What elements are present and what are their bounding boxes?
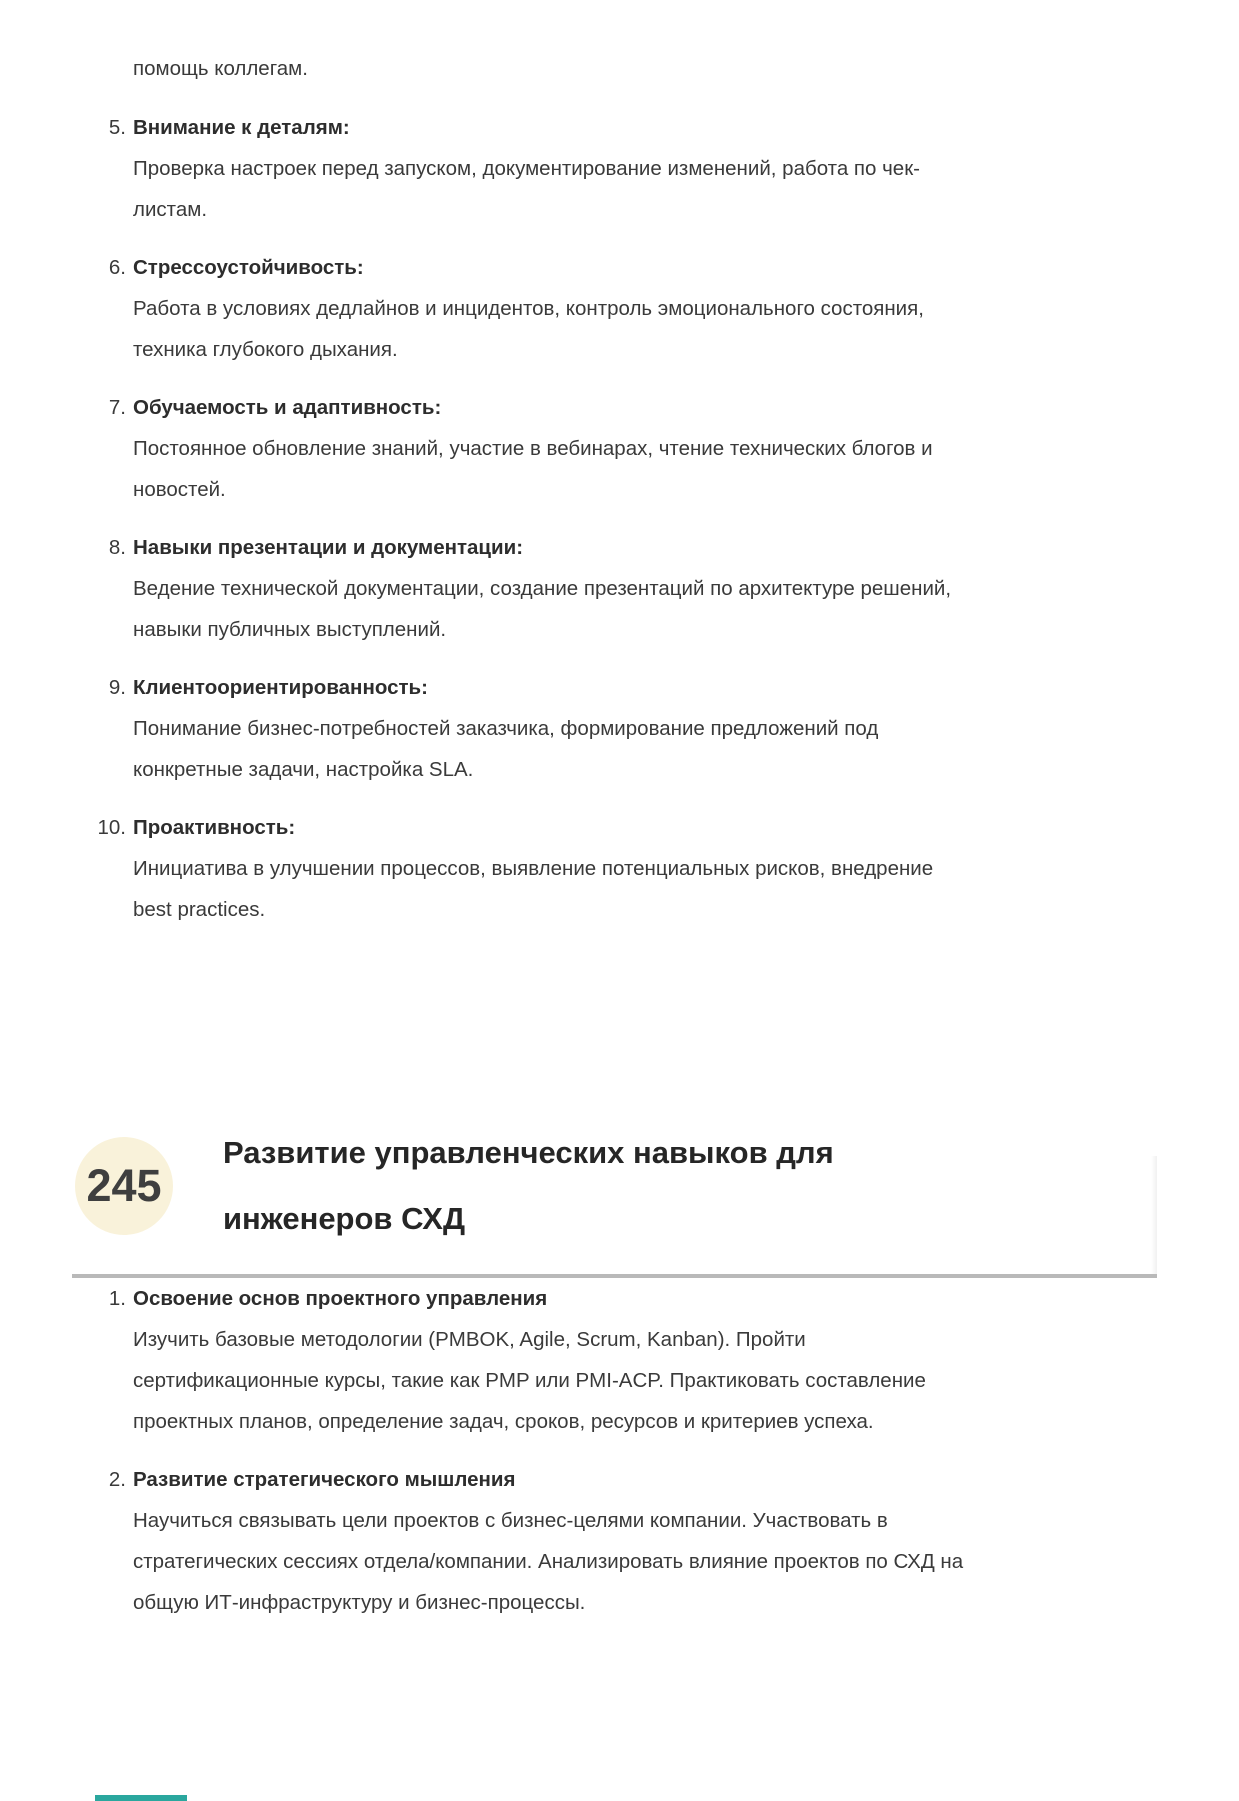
list-item-title-row — [88, 387, 1157, 428]
list-item — [88, 527, 1157, 650]
list-item-body-line: Изучить базовые методологии (PMBOK, Agile, Scrum, Kanban). Пройти — [133, 1328, 806, 1351]
list-item-body-line: техника глубокого дыхания. — [133, 338, 398, 361]
list-item-title: Внимание к деталям: — [133, 116, 350, 139]
section-title — [223, 1120, 834, 1252]
list-item-title-row — [88, 667, 1157, 708]
list-item-number: 6. — [108, 256, 126, 279]
list-item-body-line: Ведение технической документации, создание презентаций по архитектуре решений, — [133, 577, 952, 600]
list-item — [88, 807, 1157, 930]
list-item-body — [133, 148, 1157, 230]
list-item-title-row — [88, 247, 1157, 288]
section-title-line-1: Развитие управленческих навыков для — [223, 1135, 834, 1170]
section-header — [75, 1120, 1157, 1252]
list-item-body-line: проектных планов, определение задач, сроков, ресурсов и критериев успеха. — [133, 1410, 874, 1433]
list-item-number: 1. — [108, 1287, 126, 1310]
list-item-body-line: общую ИТ-инфраструктуру и бизнес-процессы. — [133, 1591, 586, 1614]
list-item-body — [133, 1500, 1157, 1623]
list-item — [88, 1278, 1157, 1442]
list-item-body-line: Научиться связывать цели проектов с бизнес-целями компании. Участвовать в — [133, 1509, 888, 1532]
list-item-body-line: Работа в условиях дедлайнов и инцидентов, контроль эмоционального состояния, — [133, 297, 924, 320]
list-item-number: 2. — [108, 1468, 126, 1491]
section-number-badge — [75, 1137, 173, 1235]
management-skills-list — [0, 1278, 1239, 1623]
list-item-title-row — [88, 807, 1157, 848]
list-item-body-line: Постоянное обновление знаний, участие в вебинарах, чтение технических блогов и — [133, 437, 933, 460]
list-item-number: 7. — [108, 396, 126, 419]
list-item-body-line: навыки публичных выступлений. — [133, 618, 447, 641]
list-item-number: 5. — [108, 116, 126, 139]
list-item-title: Стрессоустойчивость: — [133, 256, 364, 279]
list-item-title-row — [88, 1459, 1157, 1500]
list-item-body-line: Инициатива в улучшении процессов, выявление потенциальных рисков, внедрение — [133, 857, 934, 880]
footer-accent-bar — [95, 1795, 187, 1801]
list-item-title: Клиентоориентированность: — [133, 676, 428, 699]
list-item-body-line: Понимание бизнес-потребностей заказчика, формирование предложений под — [133, 717, 879, 740]
list-item-body — [133, 288, 1157, 370]
page-edge-line — [1151, 1156, 1157, 1274]
list-item-body-line: конкретные задачи, настройка SLA. — [133, 758, 474, 781]
section-divider-wrap — [72, 1274, 1157, 1278]
list-item-number: 9. — [108, 676, 126, 699]
list-item — [88, 1459, 1157, 1623]
list-item-body — [133, 568, 1157, 650]
list-item-body — [133, 708, 1157, 790]
list-item — [88, 247, 1157, 370]
list-item-body-line: Проверка настроек перед запуском, документирование изменений, работа по чек- — [133, 157, 920, 180]
list-item-body — [133, 1319, 1157, 1442]
list-item-body-line: новостей. — [133, 478, 226, 501]
list-item-body — [133, 848, 1157, 930]
list-item-title-row — [88, 107, 1157, 148]
section-title-line-2: инженеров СХД — [223, 1201, 466, 1236]
list-item-number: 10. — [97, 816, 126, 839]
list-item — [88, 667, 1157, 790]
soft-skills-list — [0, 107, 1239, 930]
list-item-body-line: best practices. — [133, 898, 266, 921]
paragraph-continuation: помощь коллегам. — [133, 57, 308, 80]
section-divider — [72, 1274, 1157, 1278]
list-item-number: 8. — [108, 536, 126, 559]
list-item-body-line: листам. — [133, 198, 208, 221]
list-item-title-row — [88, 1278, 1157, 1319]
list-item-title: Проактивность: — [133, 816, 296, 839]
list-item-title: Развитие стратегического мышления — [133, 1468, 516, 1491]
list-item-body-line: стратегических сессиях отдела/компании. Анализировать влияние проектов по СХД на — [133, 1550, 964, 1573]
list-item-title: Навыки презентации и документации: — [133, 536, 524, 559]
document-page — [0, 48, 1239, 1801]
list-item-title: Освоение основ проектного управления — [133, 1287, 548, 1310]
list-item-body-line: сертификационные курсы, такие как PMP или PMI-ACP. Практиковать составление — [133, 1369, 926, 1392]
section-number: 245 — [86, 1160, 162, 1211]
list-item — [88, 107, 1157, 230]
list-item-title-row — [88, 527, 1157, 568]
list-item-title: Обучаемость и адаптивность: — [133, 396, 442, 419]
list-item — [88, 387, 1157, 510]
list-item-body — [133, 428, 1157, 510]
